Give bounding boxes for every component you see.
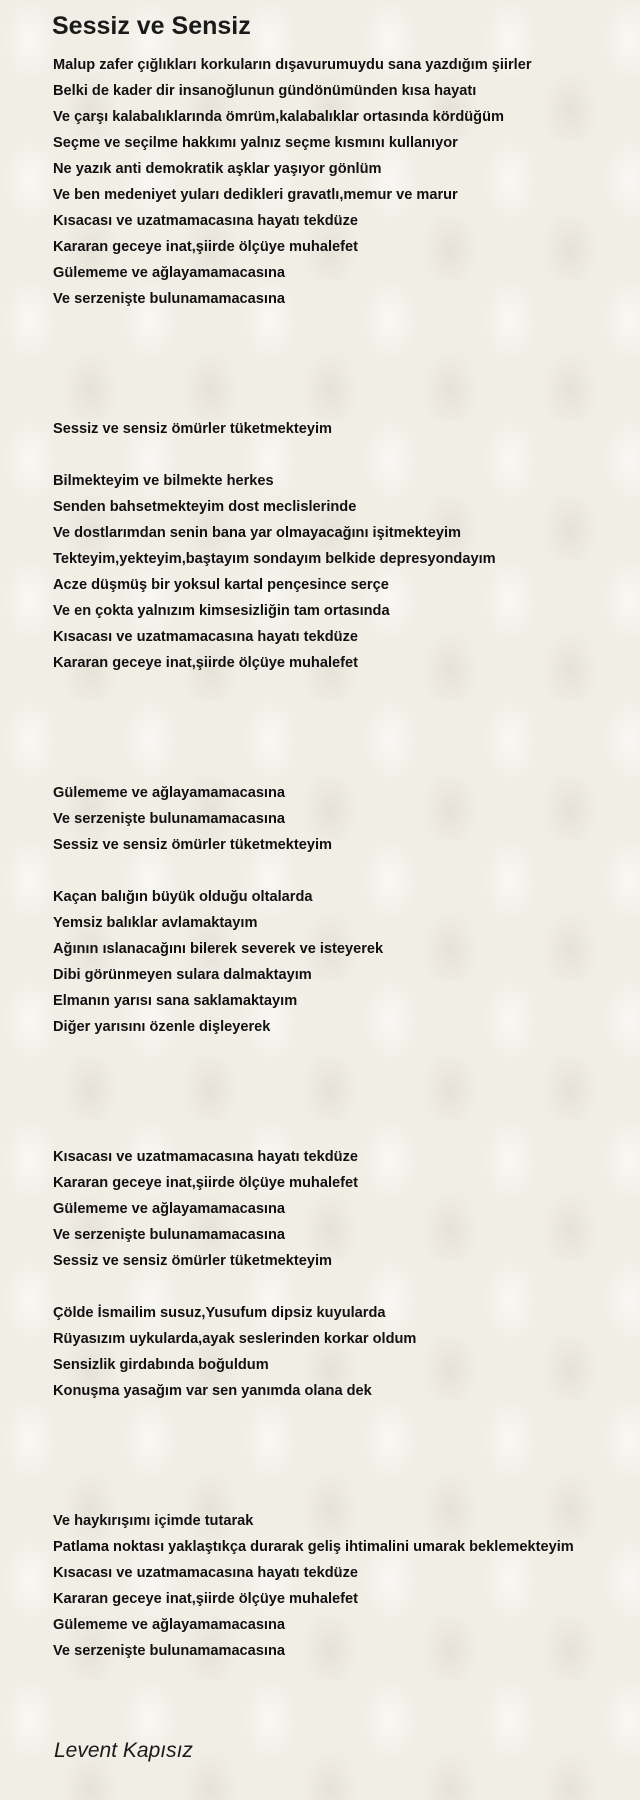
poem-line: Sessiz ve sensiz ömürler tüketmekteyim xyxy=(53,837,333,853)
poem-line: Kararan geceye inat,şiirde ölçüye muhalefet xyxy=(53,1175,358,1191)
poem-body xyxy=(53,52,638,1664)
stanza-gap xyxy=(53,442,638,468)
poem-line: Kısacası ve uzatmamacasına hayatı tekdüze xyxy=(53,213,359,229)
poem-line: Ve çarşı kalabalıklarında ömrüm,kalabalıklar ortasında kördüğüm xyxy=(53,109,504,125)
stanza-gap xyxy=(53,312,638,416)
poem-line: Kısacası ve uzatmamacasına hayatı tekdüze xyxy=(53,1149,359,1165)
poem-line: Ve serzenişte bulunamamacasına xyxy=(53,1227,285,1243)
poem-line: Gülememe ve ağlayamamacasına xyxy=(53,785,286,801)
poem-line: Bilmekteyim ve bilmekte herkes xyxy=(53,473,274,489)
poem-line: Ve en çokta yalnızım kimsesizliğin tam ortasında xyxy=(53,603,390,619)
poem-line: Rüyasızım uykularda,ayak seslerinden korkar oldum xyxy=(53,1331,417,1347)
poem-line: Sessiz ve sensiz ömürler tüketmekteyim xyxy=(53,421,333,437)
poem-line: Kararan geceye inat,şiirde ölçüye muhalefet xyxy=(53,239,358,255)
poem-line: Tekteyim,yekteyim,baştayım sondayım belkide depresyondayım xyxy=(53,551,496,567)
poem-line: Ve serzenişte bulunamamacasına xyxy=(53,1643,285,1659)
poem-line: Ve ben medeniyet yuları dedikleri gravatlı,memur ve marur xyxy=(53,187,458,203)
poem-line: Kararan geceye inat,şiirde ölçüye muhalefet xyxy=(53,655,358,671)
stanza xyxy=(53,1144,638,1274)
poem-line: Sensizlik girdabında boğuldum xyxy=(53,1357,269,1373)
stanza-gap xyxy=(53,1274,638,1300)
poem-line: Malup zafer çığlıkları korkuların dışavurumuydu sana yazdığım şiirler xyxy=(53,57,532,73)
poem-line: Senden bahsetmekteyim dost meclislerinde xyxy=(53,499,357,515)
poem-line: Ve haykırışımı içimde tutarak xyxy=(53,1513,254,1529)
poem-line: Belki de kader dir insanoğlunun gündönümünden kısa hayatı xyxy=(53,83,477,99)
poem-line: Seçme ve seçilme hakkımı yalnız seçme kısmını kullanıyor xyxy=(53,135,458,151)
poem-line: Kısacası ve uzatmamacasına hayatı tekdüze xyxy=(53,1565,359,1581)
poem-line: Patlama noktası yaklaştıkça durarak geliş ihtimalini umarak beklemekteyim xyxy=(53,1539,574,1555)
stanza xyxy=(53,416,638,442)
poem-line: Elmanın yarısı sana saklamaktayım xyxy=(53,993,298,1009)
stanza xyxy=(53,1300,638,1404)
poem-line: Kaçan balığın büyük olduğu oltalarda xyxy=(53,889,313,905)
stanza xyxy=(53,52,638,312)
stanza xyxy=(53,780,638,858)
poem-line: Kısacası ve uzatmamacasına hayatı tekdüze xyxy=(53,629,359,645)
poem-line: Ve dostlarımdan senin bana yar olmayacağını işitmekteyim xyxy=(53,525,461,541)
stanza xyxy=(53,1508,638,1664)
stanza-gap xyxy=(53,1040,638,1144)
stanza-gap xyxy=(53,858,638,884)
poem-line: Gülememe ve ağlayamamacasına xyxy=(53,1201,286,1217)
poem-line: Konuşma yasağım var sen yanımda olana dek xyxy=(53,1383,372,1399)
poem-line: Ve serzenişte bulunamamacasına xyxy=(53,811,285,827)
poem-line: Diğer yarısını özenle dişleyerek xyxy=(53,1019,271,1035)
poem-line: Ağının ıslanacağını bilerek severek ve isteyerek xyxy=(53,941,384,957)
poem-line: Ne yazık anti demokratik aşklar yaşıyor gönlüm xyxy=(53,161,382,177)
poem-line: Çölde İsmailim susuz,Yusufum dipsiz kuyularda xyxy=(53,1305,386,1321)
poem-line: Kararan geceye inat,şiirde ölçüye muhalefet xyxy=(53,1591,358,1607)
stanza xyxy=(53,468,638,676)
poem-line: Yemsiz balıklar avlamaktayım xyxy=(53,915,258,931)
stanza-gap xyxy=(53,1404,638,1508)
poem-title: Sessiz ve Sensiz xyxy=(52,12,251,40)
poem-line: Gülememe ve ağlayamamacasına xyxy=(53,1617,286,1633)
poem-line: Sessiz ve sensiz ömürler tüketmekteyim xyxy=(53,1253,333,1269)
poem-line: Gülememe ve ağlayamamacasına xyxy=(53,265,286,281)
poem-author: Levent Kapısız xyxy=(54,1739,193,1762)
poem-line: Acze düşmüş bir yoksul kartal pençesince serçe xyxy=(53,577,389,593)
stanza-gap xyxy=(53,676,638,780)
poem-line: Dibi görünmeyen sulara dalmaktayım xyxy=(53,967,312,983)
stanza xyxy=(53,884,638,1040)
poem-line: Ve serzenişte bulunamamacasına xyxy=(53,291,285,307)
